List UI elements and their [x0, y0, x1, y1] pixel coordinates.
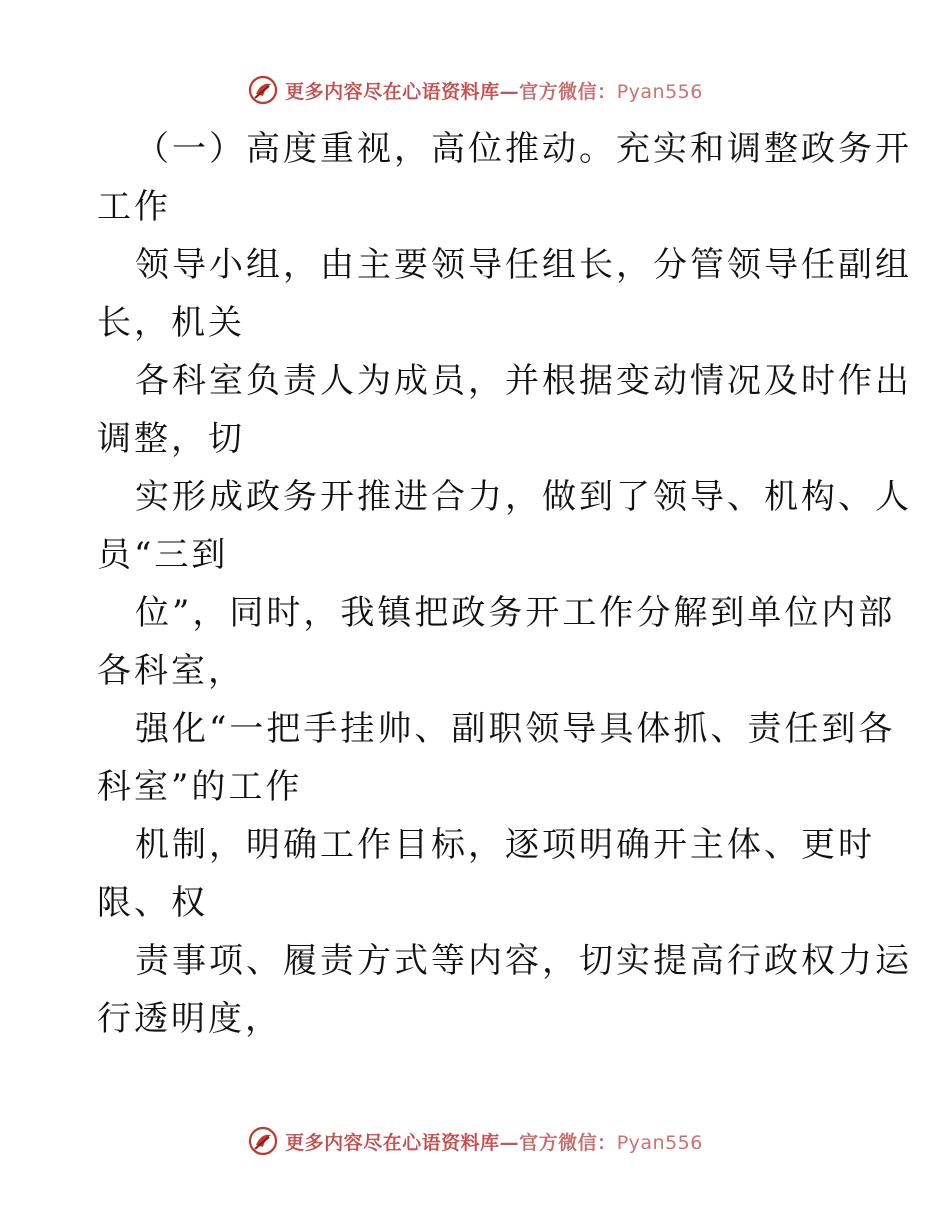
paragraph-line: （一）高度重视，高位推动。充实和调整政务开	[135, 129, 912, 169]
paragraph-line: 调整，切	[97, 419, 245, 459]
paragraph-line: 员“三到	[97, 535, 229, 575]
watermark-wechat-id: Pyan556	[616, 1131, 703, 1154]
logo-icon	[247, 74, 279, 106]
paragraph-line: 限、权	[97, 883, 208, 923]
paragraph-line: 各科室负责人为成员，并根据变动情况及时作出	[135, 361, 912, 401]
paragraph-line: 责事项、履责方式等内容，切实提高行政权力运	[135, 941, 912, 981]
paragraph-line: 机制，明确工作目标，逐项明确开主体、更时	[135, 825, 875, 865]
paragraph-line: 位”，同时，我镇把政务开工作分解到单位内部	[135, 593, 896, 633]
watermark-site: 更多内容尽在心语资料库	[285, 80, 500, 103]
paragraph-line: 领导小组，由主要领导任组长，分管领导任副组	[135, 245, 912, 285]
watermark-dash: —	[499, 1131, 520, 1154]
logo-icon	[247, 1125, 279, 1157]
paragraph-line: 工作	[97, 187, 171, 227]
watermark-text	[285, 77, 703, 104]
paragraph-line: 长，机关	[97, 303, 245, 343]
watermark-wechat-id: Pyan556	[616, 80, 703, 103]
paragraph-line: 强化“一把手挂帅、副职领导具体抓、责任到各	[135, 709, 896, 749]
document-body	[97, 120, 912, 1048]
watermark-wechat-label: 官方微信：	[519, 1131, 617, 1154]
paragraph-line: 各科室，	[97, 651, 245, 691]
watermark-wechat-label: 官方微信：	[519, 80, 617, 103]
watermark-text	[285, 1128, 703, 1155]
watermark-dash: —	[499, 80, 520, 103]
header-watermark	[0, 70, 950, 110]
paragraph-line: 实形成政务开推进合力，做到了领导、机构、人	[135, 477, 912, 517]
paragraph-line: 科室”的工作	[97, 767, 303, 807]
watermark-site: 更多内容尽在心语资料库	[285, 1131, 500, 1154]
footer-watermark	[0, 1121, 950, 1161]
paragraph-line: 行透明度，	[97, 999, 282, 1039]
